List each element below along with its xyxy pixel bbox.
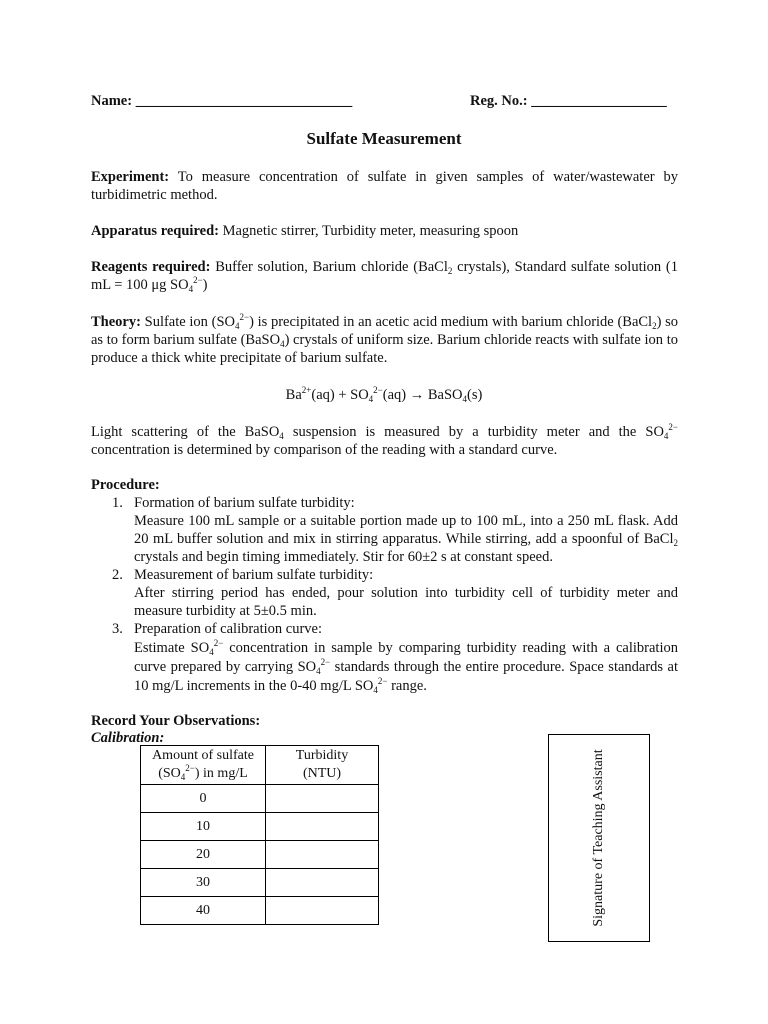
table-row [141,785,379,813]
signature-box[interactable] [548,734,650,942]
table-row [141,869,379,897]
amount-cell: 0 [141,785,266,813]
procedure-step-2: 2. Measurement of barium sulfate turbidity: After stirring period has ended, pour solution into turbidity cell of turbidity meter and measure turbidity at 5±0.5 min. [112,567,678,619]
amount-cell: 40 [141,897,266,925]
turbidity-cell[interactable] [266,897,379,925]
turbidity-cell[interactable] [266,869,379,897]
page-title: Sulfate Measurement [306,129,462,148]
table-row [141,897,379,925]
name-line [91,92,352,110]
turbidity-cell[interactable] [266,785,379,813]
amount-cell: 20 [141,841,266,869]
procedure-heading: Procedure: [91,477,160,493]
theory-label: Theory: [91,314,141,330]
name-field[interactable]: ________________________________ [135,93,352,109]
observations-heading: Record Your Observations: [91,713,261,729]
table-row [141,813,379,841]
amount-cell: 10 [141,813,266,841]
experiment-text: To measure concentration of sulfate in given samples of water/wastewater by turbidimetric method. [91,169,678,203]
header-turbidity: Turbidity (NTU) [266,746,379,785]
experiment-paragraph [91,168,678,204]
signature-label: Signature of Teaching Assistant [591,749,606,927]
experiment-label: Experiment: [91,169,170,185]
table-row [141,841,379,869]
apparatus-label: Apparatus required: [91,223,219,239]
reg-field[interactable]: ____________________ [531,93,667,109]
light-scattering-paragraph: Light scattering of the BaSO$_4$ suspension is measured by a turbidity meter and the $SO_4^{2-}$ concentration is determined by comparison of the reading with a standard curve. [91,422,678,458]
turbidity-cell[interactable] [266,841,379,869]
calibration-heading: Calibration: [91,730,165,746]
amount-cell: 30 [141,869,266,897]
turbidity-cell[interactable] [266,813,379,841]
reagents-paragraph: Reagents required: Buffer solution, Barium chloride (BaCl$_2$ crystals), Standard sulfate solution (1 mL = 100 μg $SO_4^{2-}$) [91,259,678,294]
procedure-step-3: 3. Preparation of calibration curve: Estimate $SO_4^{2-}$ concentration in sample by comparing turbidity reading with a calibration curve prepared by carrying $SO_4^{2-}$ standards through the entire procedure. Space standards at 10 mg/L increments in the 0-40 mg/L $SO_4^{2-}$ range. [112,621,678,695]
name-label: Name: [91,93,133,109]
reagents-label: Reagents required: [91,259,211,275]
apparatus-paragraph [91,222,518,240]
reg-label: Reg. No.: [470,93,528,109]
procedure-step-1: 1. Formation of barium sulfate turbidity: Measure 100 mL sample or a suitable portion made up to 100 mL, into a 250 mL flask. Add 20 mL buffer solution and mix in stirring apparatus. While stirring, add a spoonful of BaCl$_2$ crystals and begin timing immediately. Stir for 60±2 s at constant speed. [112,495,678,565]
header-amount: Amount of sulfate $(SO_4^{2-})$ in mg/L [141,746,266,785]
theory-paragraph: Theory: Sulfate ion $(SO_4^{2-})$ is precipitated in an acetic acid medium with barium chloride (BaCl$_2$) so as to form barium sulfate (BaSO$_4$) crystals of uniform size. Barium chloride reacts with sulfate ion to produce a thick white precipitate of barium sulfate. [91,312,678,366]
reaction-equation: $Ba^{2+}(aq) + SO_4^{2-}(aq)$ → BaSO$_4$(s) [285,385,483,404]
apparatus-text: Magnetic stirrer, Turbidity meter, measuring spoon [222,223,519,239]
calibration-table [140,745,379,925]
table-header-row [141,746,379,785]
reg-line [470,92,666,110]
